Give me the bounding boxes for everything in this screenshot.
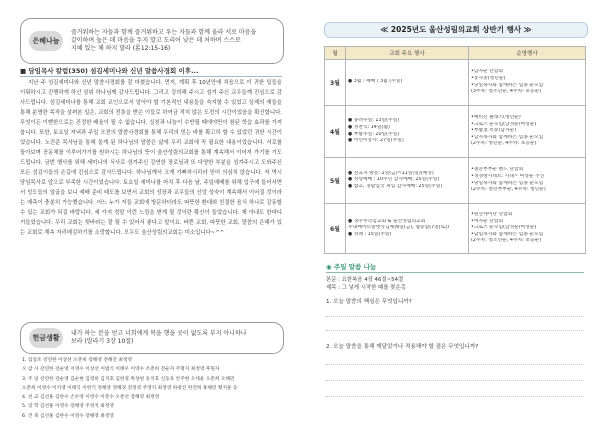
answer-line	[326, 364, 584, 365]
list-item: 오춘희 이영수 이지영 이태식 이한기 정해영 정해경 전정영 주영지 최정영 하창진 한건희 홍해민 황지훈 등	[22, 385, 238, 391]
side-item: (2주차: 청년부부순, 4주차: 청년순)	[471, 187, 546, 193]
header-month: 월	[325, 47, 346, 60]
events-cell	[346, 106, 469, 158]
offering-verse: 내가 하는 분을 얻고 너희에게 복을 행을 곳이 없도록 부지 아니하나 보라 (말라기 3장 10절)	[71, 330, 247, 345]
events-title: ≪ 2025년도 울산성림의교회 상반기 행사 ≫	[324, 22, 588, 38]
header-events: 교회 주요 행사	[346, 47, 469, 60]
qt-passage: 본문 : 요한복음 4장 46절~54절	[326, 277, 404, 283]
month-cell: 3월	[325, 60, 346, 106]
events-table	[324, 46, 586, 254]
event-item: ● 성찬식: 14일(월)	[348, 124, 390, 130]
list-item: 1. 십일조 강연한 이상선 오춘희 장해영 전해진 최정영	[22, 358, 132, 363]
table-row	[325, 60, 586, 106]
offering-label: 헌금생활	[29, 328, 63, 348]
praise-label: 은혜나눔	[29, 31, 63, 51]
column-title: ■ 담임목사 칼럼(350) 섬김세미나와 신년 말씀사경회 이후...	[20, 66, 282, 77]
month-cell: 4월	[325, 106, 346, 158]
side-item: •철준부부순 밴드 단합회	[471, 167, 524, 173]
list-item: 6. 건 축 김선홍 김한수 이영수 장해영 최정영	[22, 413, 114, 419]
list-item: 3. 주 일 강연한 강순영 김순현 김영희 김지호 김한경 박성현 송지호 신동욱 안주현 오세윤 오춘희 오해민	[22, 376, 235, 382]
side-item: (2주차: 청년순, 4주차: 초등순)	[471, 141, 537, 147]
side-cell	[469, 106, 586, 158]
side-item: •원산세미단 단합회	[471, 212, 513, 218]
offering-list	[22, 356, 282, 421]
side-cell	[469, 158, 586, 204]
praise-verse: 즐거워하는 자들과 함께 즐거워하고 우는 자들과 함께 울라 서로 마음을 같이하며 높은 데 마음을 두지 말고 도리어 낮은 데 처하며 스스로 지혜 있는 체 하지 말라 (롬12:15-16)	[71, 29, 257, 52]
event-item: ● 경주무리임교회 & 울산성림의교회	[348, 218, 426, 224]
events-cell	[346, 204, 469, 254]
event-item: 우내배이트말벗사님체(6일(금), 협동함(7일(토))	[348, 225, 450, 231]
side-item: (2주차: 청소년순, 4주차: 초등순)	[471, 238, 542, 244]
side-item: •남자순 단합회	[471, 69, 504, 75]
month-cell: 5월	[325, 158, 346, 204]
event-item: ● 참교, 경탐입국 취임 감사예배: 25일(주일)	[348, 183, 443, 189]
month-cell: 6월	[325, 204, 346, 254]
side-item: •예비신 클래스(청년순)	[471, 115, 521, 121]
table-row	[325, 204, 586, 254]
list-item: 오 감 사 강연한 강순영 이영수 이상선 이범식 이태우 이영수 조춘희 전순자 주명지 최정영 후원자	[22, 367, 220, 373]
side-item: •남자목자와 함께하는 임종 순모임	[471, 134, 544, 140]
column-body: 지난 주 섬김세미나와 신년 말씀사경회를 잘 마쳤습니다. 먼저, 계획 후 10년만에 처음으로 이 귀한 일들을 이뤄하시고 진행하게 하신 삼위 하나님께 감사드립니다. 그리고 강의해 주시고 섬겨 주신 교우들께 진심으로 감사드립니다. 섬김세미나를 통해 교회 교인으로서 알아야 할 기본적인 내용들을 숙지할 수 있었고 실제의 예들을 통해 분명한 목적을 살펴본 일은, 교회의 전통을 받은 이들로 하여금 적지 않은 도전의 시간이었음을 확신합니다. 무엇이든 이뻔한으로는 진정한 배움이 될 수 없습니다. 실천과 나눔이 수반될 때에야만이 참된 학습 효과를 가져옵니다. 또한, 토요일 저녁과 주일 오전의 말씀사경회를 통해 우리의 믿는 바를 확고히 할 수 있었던 귀한 시간이었습니다. 노진준 목사님을 통해 들게 된 하나님의 말씀은 삶에 우리 교회에 꼭 필요한 내용이었습니다. 서로를 돌아보며 공동체를 이루어가기를 원하시는 하나님의 뜻이 울산성림의교회를 통해 계속해서 이어져 가기를 기도드립니다. 금번 행사를 위해 세미나의 식사로 섬겨주신 강연한 장로님과 또 다양한 부분을 섬겨주시고 도와주신 모든 섬김이들의 손길에 진심으로 감사드립니다. 하나님께서 크게 기뻐하시리라 믿어 의심치 않습니다. 저 역시 담임목사로 앞으로 부족한 시간이었습니다. 토요일 세미나를 마치 후 다음 날, 주일예배를 위해 입구에 들어서면서 성도들의 얼굴을 보니 예배 준비 태도를 보면서 교회의 성장과 교우들의 신앙 성숙이 계속해서 이어질 것이라는 예측이 충분히 가능했습니다. 어느 누가 저들 교회에 방문하더라도 따뜻한 환대와 친절한 음식 하나로 감동할 수 있는 교회가 되길 바랍니다. 세 가지 정말 이런 느낌을 받게 될 것이란 확신이 들었습니다. 제 아내도 한마디 거들었습니다. 우리 교회는 뒷바라는 잘 될 수 있어서 좋다고 말이요. 바쁜 교회, 따뜻한 교회, 말씀의 은혜가 있는 교회로 계속 자리매김하기를 소망합니다. 모두도 울산성림의교회는 미소입니다~^^	[20, 80, 282, 236]
side-item: •성경방사네트: 사내~ 여성순 추진	[471, 173, 545, 179]
left-page	[0, 0, 298, 424]
events-cell	[346, 158, 469, 204]
event-item: ● 성례 : 15일(주일)	[348, 231, 392, 237]
event-item: ● 부활주일: 20일(주일)	[348, 131, 400, 137]
offering-box	[20, 322, 284, 354]
event-item: ● 선교지 방문: 2일(금)~11일(일)(예정)	[348, 170, 434, 176]
side-item: •당일목자와 함께하는 임종 순모임	[471, 180, 544, 186]
answer-line	[326, 316, 584, 317]
side-item: (3주차: 청소년순, 4주차: 초등순)	[471, 89, 542, 95]
answer-line	[326, 380, 584, 381]
table-header-row	[325, 47, 586, 60]
side-item: •크로스 순모임(남성순/여성순)	[471, 121, 537, 127]
question-1: 1. 오늘 말씀의 핵심은 무엇입니까?	[326, 299, 412, 305]
side-item: •크로스 순모임(남성순/여성순)	[471, 225, 537, 231]
answer-line	[326, 330, 584, 331]
right-page	[304, 0, 600, 424]
side-item: •봉사총(청년순)	[471, 75, 506, 81]
question-2: 2. 오늘 말씀을 통해 깨달았거나 적용해야 할 점은 무엇입니까?	[326, 344, 479, 350]
answer-line	[326, 396, 584, 397]
list-item: 5. 장 학 김선홍 이영수 장해영 주정지 최정영	[22, 404, 114, 410]
qt-divider	[326, 272, 584, 273]
side-cell	[469, 204, 586, 254]
praise-box	[20, 18, 284, 64]
header-side: 순명행사	[469, 47, 586, 60]
event-item: ● 3월 : 예배 / 3월 (주일)	[348, 79, 403, 85]
list-item: 4. 선 교 김선홍 김한수 손수영 이영수 이춘수 오춘선 장해영 최정영	[22, 395, 160, 401]
qt-title: ◉ 주일 말씀 나눔	[326, 263, 377, 271]
event-item: ● 성령예배 : 10주년 감사예배: 25일(주일)	[348, 177, 440, 183]
side-item: •여자순 단합회	[471, 218, 504, 224]
event-item: ● 종려주일: 13일(주일)	[348, 118, 400, 124]
side-item: •부활절 특송(남자순)	[471, 128, 517, 134]
side-cell	[469, 60, 586, 106]
table-row	[325, 106, 586, 158]
table-row	[325, 158, 586, 204]
events-cell	[346, 60, 469, 106]
event-item: ● 어린이봉사: 27일(주일)	[348, 138, 404, 144]
side-item: •담임목사와 함께하는 임종 순모임	[471, 231, 544, 237]
qt-topic: 제목 : 그 넣게 시작한 때를 찾은촉	[326, 285, 406, 291]
side-item: •당일목자와 함께하는 임종 순모임	[471, 82, 544, 88]
